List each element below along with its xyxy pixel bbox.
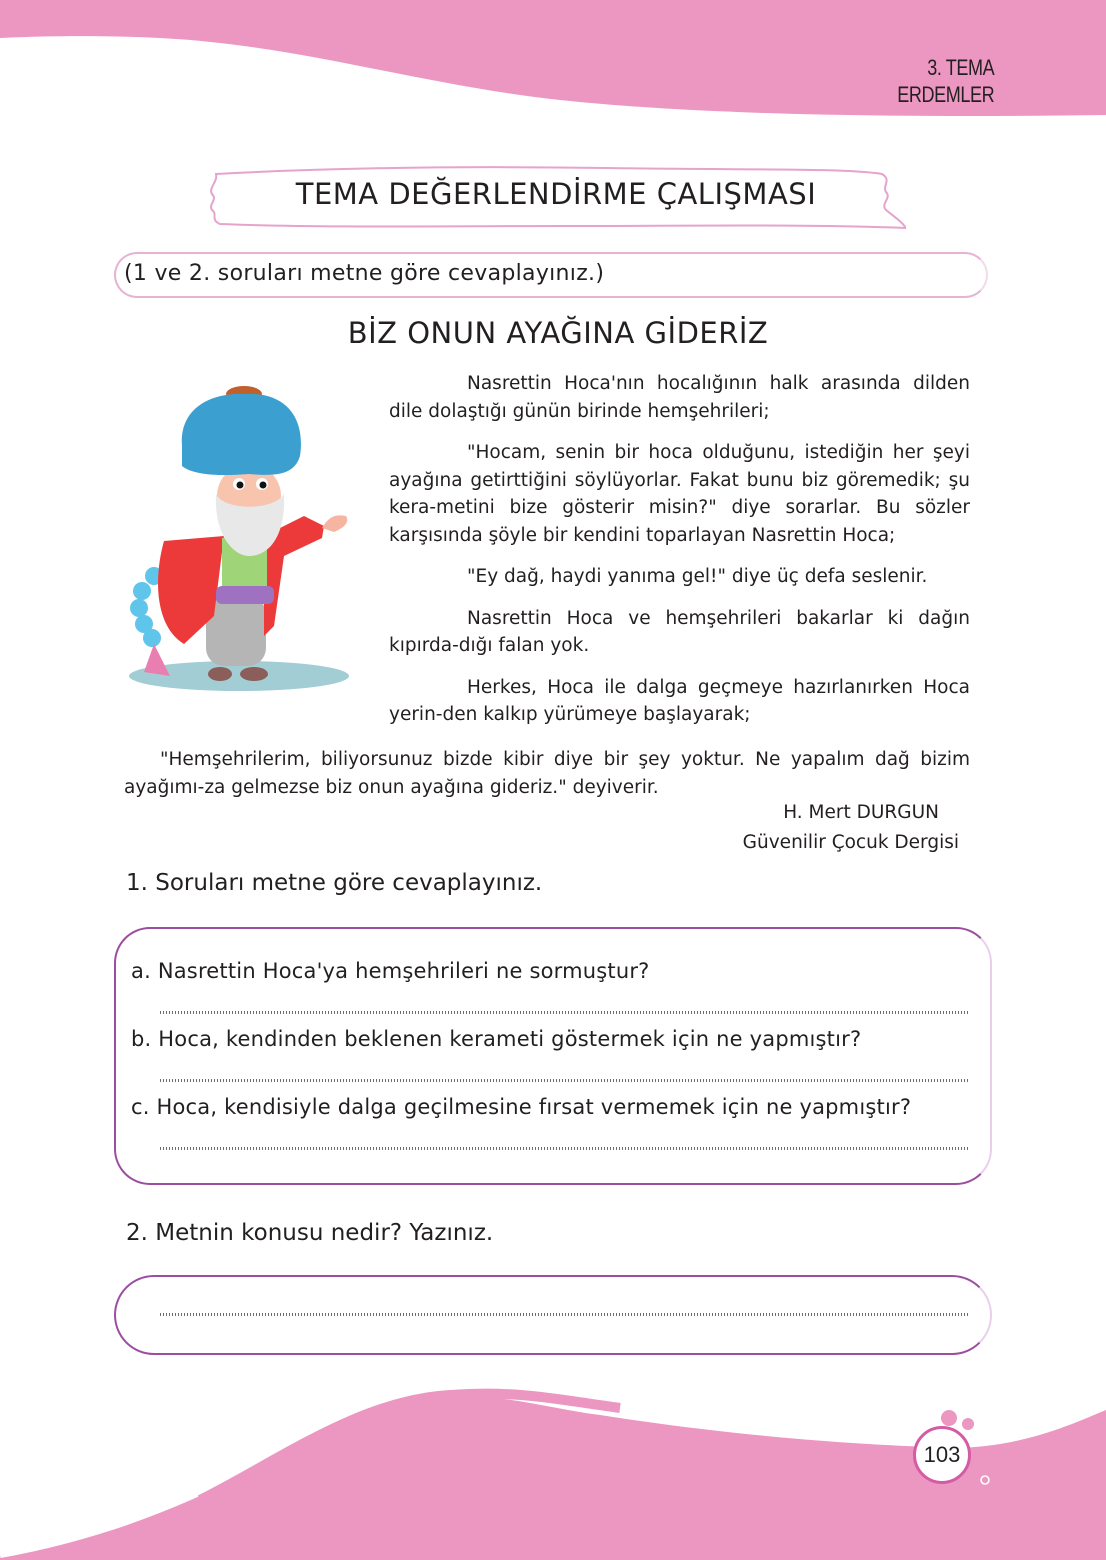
question-1a: a. Nasrettin Hoca'ya hemşehrileri ne sormuştur? bbox=[131, 959, 650, 983]
question-1b: b. Hoca, kendinden beklenen kerameti göstermek için ne yapmıştır? bbox=[131, 1027, 862, 1051]
question-2-box bbox=[114, 1275, 992, 1355]
question-2-heading: 2. Metnin konusu nedir? Yazınız. bbox=[126, 1220, 494, 1246]
story-title: BİZ ONUN AYAĞINA GİDERİZ bbox=[347, 316, 769, 350]
instruction-text: (1 ve 2. soruları metne göre cevaplayınız.) bbox=[124, 261, 605, 286]
story-source: Güvenilir Çocuk Dergisi bbox=[742, 832, 959, 853]
story-paragraph: "Hemşehrilerim, biliyorsunuz bizde kibir diye bir şey yoktur. Ne yapalım dağ bizim ayağımı-za gelmezse biz onun ayağına gideriz." deyiverir. bbox=[124, 749, 970, 798]
page-number: 103 bbox=[913, 1426, 971, 1484]
question-1-box bbox=[114, 927, 992, 1185]
story-paragraph: Nasrettin Hoca ve hemşehrileri bakarlar ki dağın kıpırda-dığı falan yok. bbox=[389, 607, 970, 656]
story-text-right bbox=[389, 370, 970, 729]
answer-line-1c[interactable] bbox=[160, 1147, 970, 1150]
question-1c: c. Hoca, kendisiyle dalga geçilmesine fırsat vermemek için ne yapmıştır? bbox=[131, 1095, 912, 1119]
question-1-heading: 1. Soruları metne göre cevaplayınız. bbox=[126, 870, 543, 896]
nasreddin-hoca-illustration bbox=[124, 376, 364, 696]
theme-name: ERDEMLER bbox=[897, 82, 994, 107]
story-author: H. Mert DURGUN bbox=[783, 802, 939, 823]
answer-line-1a[interactable] bbox=[160, 1011, 970, 1014]
story-paragraph: Herkes, Hoca ile dalga geçmeye hazırlanırken Hoca yerin-den kalkıp yürümeye başlayarak; bbox=[389, 676, 970, 725]
story-paragraph: "Ey dağ, haydi yanıma gel!" diye üç defa seslenir. bbox=[467, 566, 928, 587]
title-banner bbox=[206, 160, 906, 230]
story-paragraph: Nasrettin Hoca'nın hocalığının halk arasında dilden dile dolaştığı günün birinde hemşehrileri; bbox=[389, 373, 970, 422]
story-paragraph: "Hocam, senin bir hoca olduğunu, istediğin her şeyi ayağına getirttiğini söylüyorlar. Fakat bunu biz göremedik; şu kera-metini bize gösterir misin?" diye sorarlar. Bu sözler karşısında şöyle bir kendini toparlayan Nasrettin Hoca; bbox=[389, 442, 970, 546]
answer-line-2[interactable] bbox=[160, 1313, 970, 1316]
story-text-full bbox=[124, 746, 970, 801]
instruction-box bbox=[114, 252, 988, 298]
page-title: TEMA DEĞERLENDİRME ÇALIŞMASI bbox=[295, 177, 817, 211]
answer-line-1b[interactable] bbox=[160, 1079, 970, 1082]
theme-number: 3. TEMA bbox=[927, 55, 994, 80]
theme-label bbox=[897, 54, 994, 108]
